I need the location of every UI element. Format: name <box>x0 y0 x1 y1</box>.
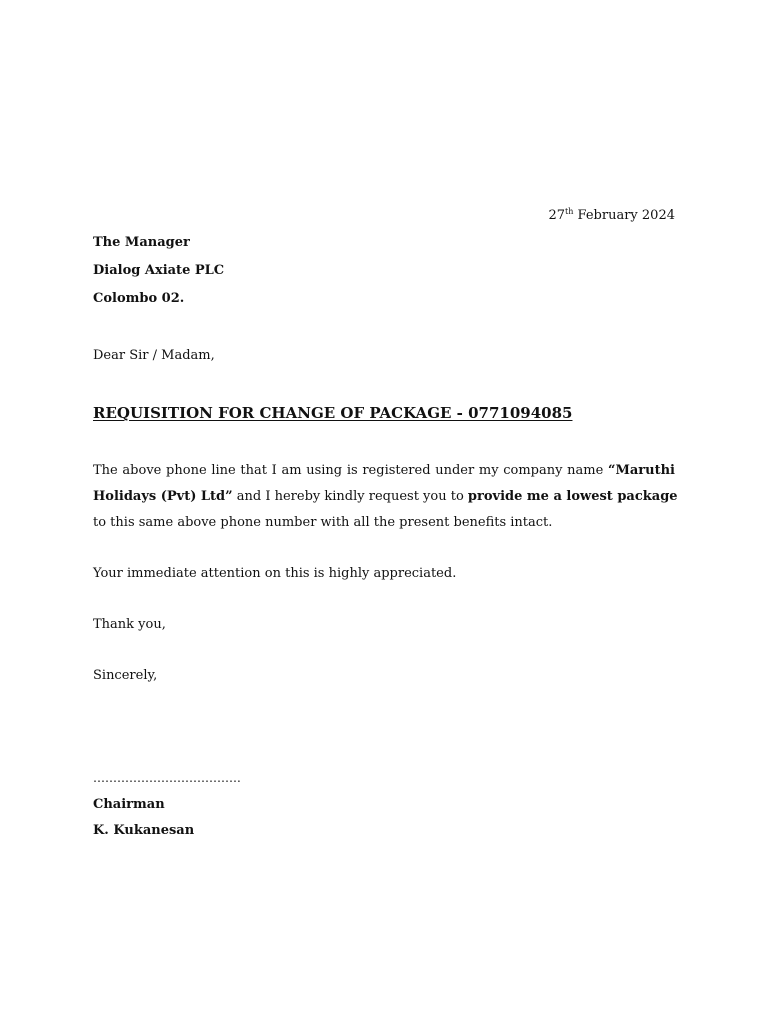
recipient-company: Dialog Axiate PLC <box>93 263 225 278</box>
body-paragraph-1-line-1: The above phone line that I am using is registered under my company name “Maruthi <box>93 463 675 478</box>
signatory-position: Chairman <box>93 797 165 812</box>
recipient-title: The Manager <box>93 235 190 250</box>
body-paragraph-1 <box>93 458 678 536</box>
request-highlight: provide me a lowest package <box>467 489 678 504</box>
date-suffix: th <box>565 207 574 216</box>
signatory-name: K. Kukanesan <box>93 823 195 838</box>
company-name-part-2: Holidays (Pvt) Ltd” <box>93 489 233 504</box>
recipient-city: Colombo 02. <box>93 291 185 306</box>
letter-subject: REQUISITION FOR CHANGE OF PACKAGE - 0771094085 <box>93 404 573 422</box>
body-paragraph-1-line-2: Holidays (Pvt) Ltd” and I hereby kindly request you to provide me a lowest package <box>93 489 678 504</box>
salutation: Dear Sir / Madam, <box>93 348 215 363</box>
date-month-year: February 2024 <box>573 208 675 223</box>
letter-date <box>549 207 676 223</box>
body-paragraph-3: Thank you, <box>93 617 166 632</box>
closing: Sincerely, <box>93 668 158 683</box>
company-name-part-1: “Maruthi <box>608 463 675 478</box>
body-paragraph-2: Your immediate attention on this is highly appreciated. <box>93 566 457 581</box>
date-day: 27 <box>548 208 566 223</box>
body-paragraph-1-line-3: to this same above phone number with all the present benefits intact. <box>93 515 553 530</box>
signature-line: ………………………………. <box>93 771 241 785</box>
